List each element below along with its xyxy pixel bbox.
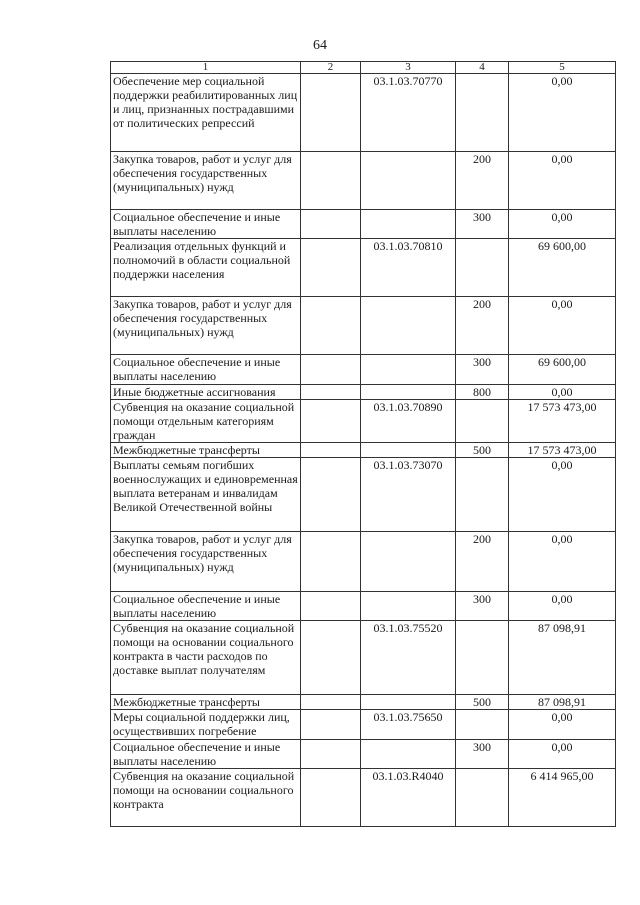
row-name-cell: Меры социальной поддержки лиц, осуществивших погребение	[111, 710, 301, 740]
table-row	[111, 400, 616, 443]
row-name-cell: Социальное обеспечение и иные выплаты населению	[111, 740, 301, 769]
row-col2-cell	[301, 769, 361, 827]
row-code-cell: 03.1.03.70810	[361, 239, 456, 297]
row-code-cell: 03.1.03.70770	[361, 74, 456, 152]
row-type-cell: 300	[456, 355, 509, 385]
column-header-1: 1	[111, 62, 301, 74]
table-row	[111, 152, 616, 210]
row-name-cell: Межбюджетные трансферты	[111, 443, 301, 458]
row-code-cell	[361, 355, 456, 385]
table-header-row	[111, 62, 616, 74]
row-col2-cell	[301, 152, 361, 210]
column-header-4: 4	[456, 62, 509, 74]
row-type-cell: 200	[456, 532, 509, 592]
row-type-cell: 500	[456, 695, 509, 710]
row-col2-cell	[301, 74, 361, 152]
row-amount-cell: 0,00	[509, 152, 616, 210]
row-col2-cell	[301, 592, 361, 621]
page-number: 64	[313, 38, 327, 53]
row-name-cell: Выплаты семьям погибших военнослужащих и единовременная выплата ветеранам и инвалидам Великой Отечественной войны	[111, 458, 301, 532]
column-header-2: 2	[301, 62, 361, 74]
row-col2-cell	[301, 355, 361, 385]
row-col2-cell	[301, 458, 361, 532]
row-name-cell: Субвенция на оказание социальной помощи на основании социального контракта	[111, 769, 301, 827]
column-header-5: 5	[509, 62, 616, 74]
row-col2-cell	[301, 710, 361, 740]
row-col2-cell	[301, 695, 361, 710]
row-code-cell: 03.1.03.75650	[361, 710, 456, 740]
row-col2-cell	[301, 210, 361, 239]
budget-table	[110, 61, 616, 827]
row-name-cell: Иные бюджетные ассигнования	[111, 385, 301, 400]
column-header-3: 3	[361, 62, 456, 74]
row-amount-cell: 17 573 473,00	[509, 400, 616, 443]
row-name-cell: Социальное обеспечение и иные выплаты населению	[111, 210, 301, 239]
row-name-cell: Межбюджетные трансферты	[111, 695, 301, 710]
row-type-cell: 500	[456, 443, 509, 458]
row-amount-cell: 87 098,91	[509, 621, 616, 695]
table-row	[111, 458, 616, 532]
row-code-cell	[361, 695, 456, 710]
row-col2-cell	[301, 239, 361, 297]
table-row	[111, 210, 616, 239]
row-col2-cell	[301, 385, 361, 400]
row-type-cell	[456, 710, 509, 740]
row-name-cell: Обеспечение мер социальной поддержки реабилитированных лиц и лиц, признанных пострадавшими от политических репрессий	[111, 74, 301, 152]
row-amount-cell: 0,00	[509, 74, 616, 152]
row-col2-cell	[301, 443, 361, 458]
row-amount-cell: 69 600,00	[509, 355, 616, 385]
row-amount-cell: 69 600,00	[509, 239, 616, 297]
table-body	[111, 74, 616, 827]
table-row	[111, 385, 616, 400]
row-name-cell: Социальное обеспечение и иные выплаты населению	[111, 592, 301, 621]
row-col2-cell	[301, 400, 361, 443]
row-code-cell	[361, 152, 456, 210]
table-row	[111, 74, 616, 152]
row-name-cell: Закупка товаров, работ и услуг для обеспечения государственных (муниципальных) нужд	[111, 532, 301, 592]
row-col2-cell	[301, 621, 361, 695]
row-type-cell	[456, 400, 509, 443]
row-amount-cell: 0,00	[509, 592, 616, 621]
row-amount-cell: 0,00	[509, 458, 616, 532]
row-type-cell	[456, 74, 509, 152]
row-amount-cell: 0,00	[509, 532, 616, 592]
row-code-cell	[361, 443, 456, 458]
row-code-cell	[361, 297, 456, 355]
row-name-cell: Реализация отдельных функций и полномочий в области социальной поддержки населения	[111, 239, 301, 297]
row-amount-cell: 0,00	[509, 385, 616, 400]
row-col2-cell	[301, 297, 361, 355]
row-amount-cell: 0,00	[509, 710, 616, 740]
table-row	[111, 239, 616, 297]
row-amount-cell: 87 098,91	[509, 695, 616, 710]
row-amount-cell: 0,00	[509, 210, 616, 239]
row-code-cell: 03.1.03.73070	[361, 458, 456, 532]
row-code-cell	[361, 385, 456, 400]
row-name-cell: Социальное обеспечение и иные выплаты населению	[111, 355, 301, 385]
row-code-cell	[361, 532, 456, 592]
row-type-cell	[456, 769, 509, 827]
row-type-cell	[456, 239, 509, 297]
table-row	[111, 592, 616, 621]
row-name-cell: Субвенция на оказание социальной помощи на основании социального контракта в части расходов по доставке выплат получателям	[111, 621, 301, 695]
row-type-cell: 200	[456, 152, 509, 210]
row-type-cell: 300	[456, 210, 509, 239]
row-type-cell: 800	[456, 385, 509, 400]
table-row	[111, 621, 616, 695]
row-code-cell: 03.1.03.70890	[361, 400, 456, 443]
table-row	[111, 532, 616, 592]
row-code-cell: 03.1.03.75520	[361, 621, 456, 695]
row-amount-cell: 17 573 473,00	[509, 443, 616, 458]
row-col2-cell	[301, 740, 361, 769]
row-col2-cell	[301, 532, 361, 592]
row-type-cell	[456, 621, 509, 695]
row-amount-cell: 6 414 965,00	[509, 769, 616, 827]
table-row	[111, 769, 616, 827]
row-code-cell	[361, 210, 456, 239]
table-row	[111, 710, 616, 740]
row-name-cell: Субвенция на оказание социальной помощи отдельным категориям граждан	[111, 400, 301, 443]
row-code-cell: 03.1.03.R4040	[361, 769, 456, 827]
row-name-cell: Закупка товаров, работ и услуг для обеспечения государственных (муниципальных) нужд	[111, 152, 301, 210]
table-row	[111, 695, 616, 710]
table-row	[111, 297, 616, 355]
row-type-cell	[456, 458, 509, 532]
row-amount-cell: 0,00	[509, 297, 616, 355]
table-row	[111, 355, 616, 385]
table-row	[111, 740, 616, 769]
table-row	[111, 443, 616, 458]
row-amount-cell: 0,00	[509, 740, 616, 769]
row-code-cell	[361, 592, 456, 621]
row-code-cell	[361, 740, 456, 769]
row-name-cell: Закупка товаров, работ и услуг для обеспечения государственных (муниципальных) нужд	[111, 297, 301, 355]
row-type-cell: 300	[456, 740, 509, 769]
row-type-cell: 300	[456, 592, 509, 621]
row-type-cell: 200	[456, 297, 509, 355]
